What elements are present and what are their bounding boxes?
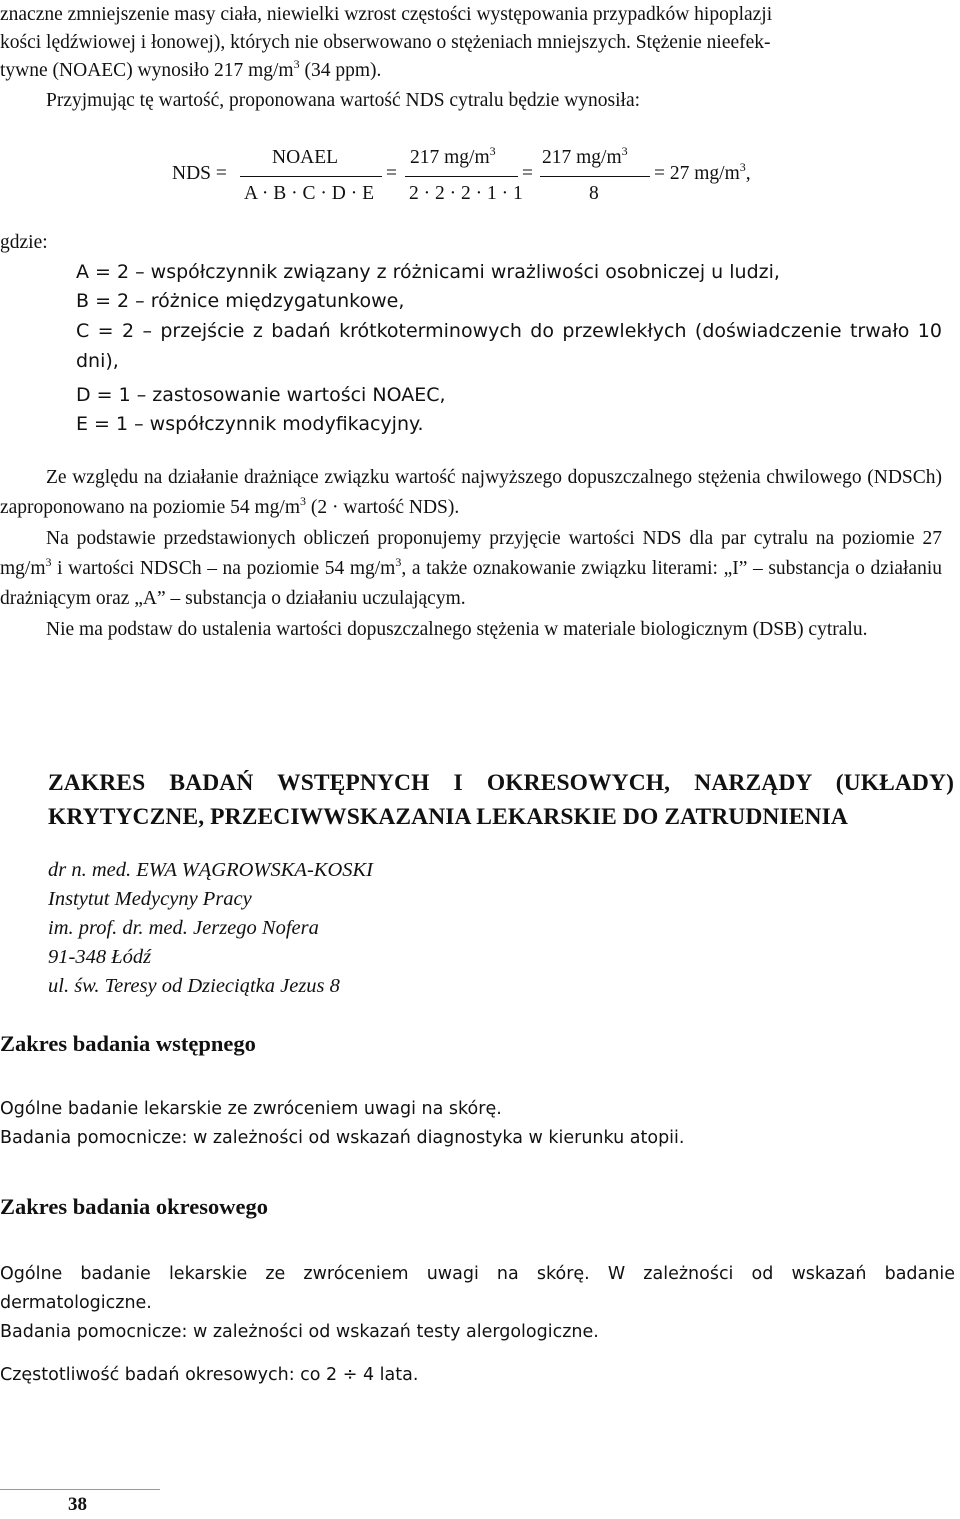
author-institute: Instytut Medycyny Pracy [48,888,252,910]
exponent: 3 [621,144,628,158]
exponent: 3 [45,555,52,569]
paragraph-ndsch-text: Ze względu na działanie drażniące związku wartość najwyższego dopuszczalnego stężenia chwilowego (NDSCh) zaproponowano na poziomie 54 mg/m [0,467,942,518]
intro-line-2: kości lędźwiowej i łonowej), których nie obserwowano o stężeniach mniejszych. Stężenie nieefek- [0,32,771,53]
paragraph-ndsch-tail: (2 · wartość NDS). [306,497,460,518]
fraction-bar-3 [540,176,650,177]
formula-denominator-3: 8 [589,183,599,204]
factor-d: D = 1 – zastosowanie wartości NOAEC, [76,384,446,406]
formula-lhs: NDS = [172,163,227,184]
factor-c: C = 2 – przejście z badań krótkoterminowych do przewlekłych (doświadczenie trwało 10 dni), [76,320,942,372]
periodic-exam-paragraph: Ogólne badanie lekarskie ze zwróceniem uwagi na skórę. W zależności od wskazań badanie dermatologiczne. [0,1264,955,1313]
exponent: 3 [293,57,300,71]
section-heading: ZAKRES BADAŃ WSTĘPNYCH I OKRESOWYCH, NARZĄDY (UKŁADY) KRYTYCZNE, PRZECIWWSKAZANIA LEKARSKIE DO ZATRUDNIENIA [48,770,954,830]
paragraph-ndsch [0,463,942,523]
formula-equals-1: = [386,163,397,184]
formula-equals-2: = [522,163,533,184]
formula-denominator-1: A · B · C · D · E [244,183,374,204]
heading-periodic-exam: Zakres badania okresowego [0,1194,268,1219]
formula-result [654,160,751,185]
formula-result-comma: , [745,163,751,184]
periodic-exam-frequency: Częstotliwość badań okresowych: co 2 ÷ 4 lata. [0,1365,419,1385]
gdzie-label: gdzie: [0,232,48,253]
author-name: dr n. med. EWA WĄGROWSKA-KOSKI [48,859,374,881]
exponent: 3 [300,494,307,508]
periodic-exam-line-2: Badania pomocnicze: w zależności od wskazań testy alergologiczne. [0,1322,599,1342]
page-number: 38 [68,1494,87,1515]
formula-numerator-2 [410,144,496,169]
paragraph-proposal-text-b: i wartości NDSCh – na poziomie 54 mg/m [51,558,396,579]
exponent: 3 [739,160,746,174]
exponent: 3 [489,144,496,158]
paragraph-dsb: Nie ma podstaw do ustalenia wartości dopuszczalnego stężenia w materiale biologicznym (DSB) cytralu. [46,619,868,640]
author-institute-patron: im. prof. dr. med. Jerzego Nofera [48,917,319,939]
intro-line-3-tail: (34 ppm). [299,60,382,81]
factor-a: A = 2 – współczynnik związany z różnicami wrażliwości osobniczej u ludzi, [76,261,780,283]
formula-numerator-1: NOAEL [272,147,339,168]
fraction-bar-1 [240,176,382,177]
author-postcode: 91-348 Łódź [48,946,152,968]
factor-b: B = 2 – różnice międzygatunkowe, [76,290,405,312]
heading-initial-exam: Zakres badania wstępnego [0,1031,256,1056]
formula-denominator-2: 2 · 2 · 2 · 1 · 1 [409,183,523,204]
paragraph-proposal-text-a: Na podstawie przedstawionych obliczeń proponujemy przyjęcie wartości NDS dla par cytralu na poziomie 27 mg/m [0,528,942,579]
formula-numerator-2-text: 217 mg/m [410,147,490,168]
fraction-bar-2 [405,176,518,177]
exponent: 3 [395,555,402,569]
initial-exam-line-1: Ogólne badanie lekarskie ze zwróceniem uwagi na skórę. [0,1099,502,1119]
formula-numerator-3 [542,144,628,169]
author-street: ul. św. Teresy od Dzieciątka Jezus 8 [48,975,340,997]
intro-line-4: Przyjmując tę wartość, proponowana wartość NDS cytralu będzie wynosiła: [46,90,641,111]
intro-line-3-text: tywne (NOAEC) wynosiło 217 mg/m [0,60,294,81]
author-block [48,856,848,1001]
initial-exam-line-2: Badania pomocnicze: w zależności od wskazań diagnostyka w kierunku atopii. [0,1128,685,1148]
factor-e: E = 1 – współczynnik modyfikacyjny. [76,413,424,435]
formula-numerator-3-text: 217 mg/m [542,147,622,168]
intro-line-1: znaczne zmniejszenie masy ciała, niewielki wzrost częstości występowania przypadków hipoplazji [0,4,773,25]
formula-result-text: = 27 mg/m [654,163,740,184]
intro-line-3 [0,56,950,86]
footer-rule [0,1489,160,1490]
paragraph-proposal-text-c: , a także oznakowanie związku literami: „I” – substancja o działaniu drażniącym oraz „A” – substancja o działaniu uczulającym. [0,558,943,609]
paragraph-proposal [0,524,942,614]
